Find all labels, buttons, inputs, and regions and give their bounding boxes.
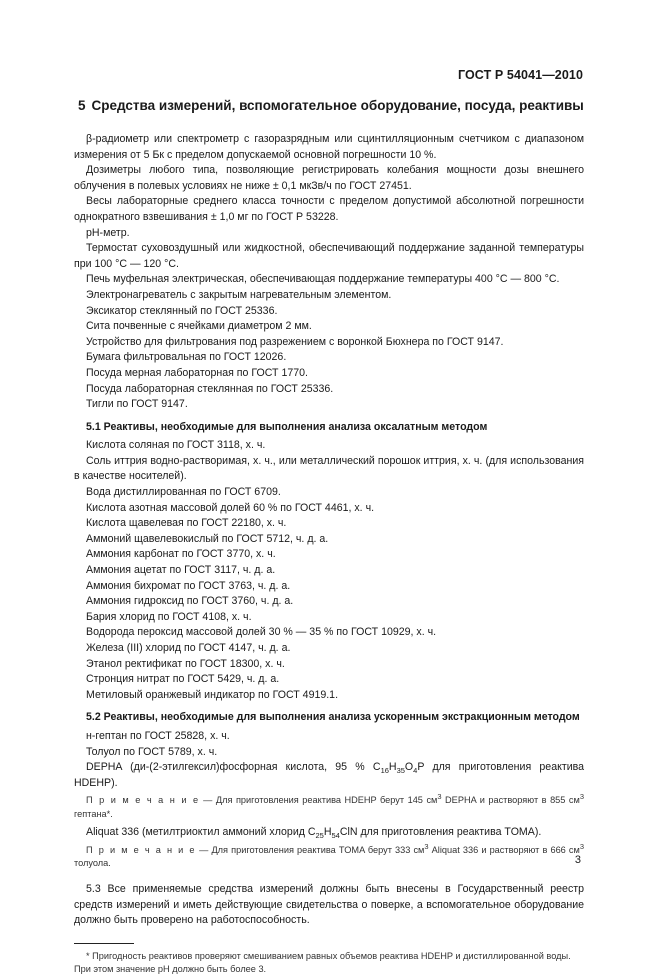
- reagent-item: Аммония бихромат по ГОСТ 3763, ч. д. а.: [86, 579, 291, 592]
- reagent-item: Аммония ацетат по ГОСТ 3117, ч. д. а.: [86, 564, 276, 577]
- reagent-item: Стронция нитрат по ГОСТ 5429, ч. д. а.: [86, 673, 280, 686]
- reagent-list-oxalate: [74, 438, 584, 703]
- subsection-5-2-title: 5.2 Реактивы, необходимые для выполнения анализа ускоренным экстракционным методом: [86, 711, 580, 724]
- reagent-item: Бария хлорид по ГОСТ 4108, х. ч.: [86, 610, 252, 623]
- section-title: [78, 98, 584, 114]
- reagent-item: Вода дистиллированная по ГОСТ 6709.: [86, 486, 281, 499]
- equipment-item: Тигли по ГОСТ 9147.: [86, 398, 188, 411]
- reagent-item: Толуол по ГОСТ 5789, х. ч.: [86, 745, 218, 758]
- reagent-item: Кислота азотная массовой долей 60 % по ГОСТ 4461, х. ч.: [86, 501, 375, 514]
- equipment-item: рН-метр.: [86, 226, 130, 239]
- equipment-item: Бумага фильтровальная по ГОСТ 12026.: [86, 351, 287, 364]
- section-number: 5: [78, 98, 86, 113]
- equipment-item: Печь муфельная электрическая, обеспечивающая поддержание температуры 400 °С — 800 °С.: [86, 273, 560, 286]
- reagent-item: Этанол ректификат по ГОСТ 18300, х. ч.: [86, 657, 285, 670]
- subsection-5-1-title: 5.1 Реактивы, необходимые для выполнения анализа оксалатным методом: [86, 420, 488, 433]
- equipment-item: Дозиметры любого типа, позволяющие регистрировать колебания мощности дозы внешнего облучения в полевых условиях не ниже ± 0,1 мкЗв/ч по ГОСТ 27451.: [74, 164, 584, 192]
- reagent-item: Аммония карбонат по ГОСТ 3770, х. ч.: [86, 548, 276, 561]
- reagent-item: Аммоний щавелевокислый по ГОСТ 5712, ч. д. а.: [86, 532, 329, 545]
- reagent-item: Кислота соляная по ГОСТ 3118, х. ч.: [86, 439, 266, 452]
- equipment-item: Посуда мерная лабораторная по ГОСТ 1770.: [86, 366, 308, 379]
- reagent-item: Соль иттрия водно-растворимая, х. ч., или металлический порошок иттрия, х. ч. (для использования в качестве носителей).: [74, 454, 584, 483]
- reagent-item: Железа (III) хлорид по ГОСТ 4147, ч. д. а.: [86, 642, 291, 654]
- reagent-item: н-гептан по ГОСТ 25828, х. ч.: [86, 729, 230, 742]
- page-content: [74, 98, 584, 977]
- equipment-item: Термостат суховоздушный или жидкостной, обеспечивающий поддержание заданной температуры при 100 °С — 120 °С.: [74, 242, 584, 270]
- reagent-item: Метиловый оранжевый индикатор по ГОСТ 4919.1.: [86, 688, 339, 701]
- equipment-item: Эксикатор стеклянный по ГОСТ 25336.: [86, 304, 278, 317]
- reagent-item-depha: DEPHA (ди-(2-этилгексил)фосфорная кислота, 95 % $C_{16}H_{35}O_4P$ для приготовления реактива HDEHP).: [74, 761, 585, 789]
- equipment-item: Посуда лабораторная стеклянная по ГОСТ 25336.: [86, 382, 334, 395]
- equipment-item: Устройство для фильтрования под разрежением с воронкой Бюхнера по ГОСТ 9147.: [86, 335, 504, 348]
- reagent-item: Аммония гидроксид по ГОСТ 3760, ч. д. а.: [86, 595, 294, 608]
- section-title-text: Средства измерений, вспомогательное оборудование, посуда, реактивы: [91, 98, 584, 113]
- footnote: * Пригодность реактивов проверяют смешиванием равных объемов реактива HDEHP и дистиллированной воды. При этом значение рН должно быть более 3.: [74, 950, 571, 975]
- reagent-item: Кислота щавелевая по ГОСТ 22180, х. ч.: [86, 517, 287, 530]
- note-hdehp: П р и м е ч а н и е — Для приготовления реактива HDEHP берут 145 $см^3$ DEPHA и растворяют в 855 $см^3$ гептана*.: [74, 792, 584, 819]
- equipment-item: Электронагреватель с закрытым нагревательным элементом.: [86, 288, 392, 301]
- subsection-5-3: 5.3 Все применяемые средства измерений должны быть внесены в Государственный реестр средств измерений и иметь действующие свидетельства о поверке, а вспомогательное оборудование должно быть проверено на работоспособность.: [74, 882, 584, 927]
- document-header: ГОСТ Р 54041—2010: [457, 68, 583, 82]
- page-number: 3: [574, 854, 581, 866]
- equipment-item: Весы лабораторные среднего класса точности с пределом допустимой абсолютной погрешности однократного взвешивания ± 1,0 мг по ГОСТ Р 53228.: [74, 195, 584, 223]
- footnote-divider: [74, 943, 134, 944]
- equipment-list: [74, 132, 584, 413]
- equipment-item: Сита почвенные с ячейками диаметром 2 мм.: [86, 320, 312, 333]
- reagent-item-aliquat: Aliquat 336 (метилтриоктил аммоний хлорид $C_{25}H_{54}ClN$ для приготовления реактива TOMA).: [86, 826, 542, 841]
- reagent-item: Водорода пероксид массовой долей 30 % — 35 % по ГОСТ 10929, х. ч.: [86, 626, 437, 639]
- note-toma: П р и м е ч а н и е — Для приготовления реактива TOMA берут 333 $см^3$ Aliquat 336 и растворяют в 666 $см^3$ толуола.: [74, 841, 584, 869]
- equipment-item: β-радиометр или спектрометр с газоразрядным или сцинтилляционным счетчиком с диапазоном измерения от 5 Бк с пределом допускаемой основной погрешности 10 %.: [74, 133, 584, 161]
